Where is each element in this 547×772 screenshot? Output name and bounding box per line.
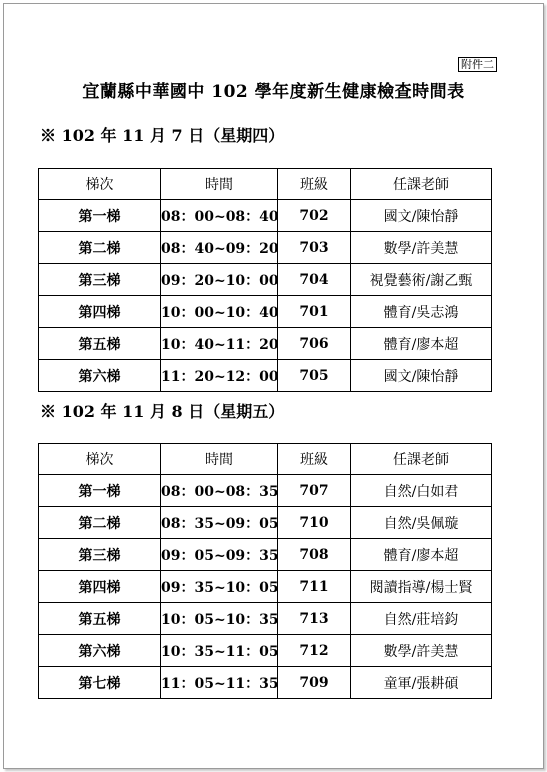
class-cell: 705 xyxy=(278,360,351,392)
time-cell: 10：00~10：40 xyxy=(161,296,278,328)
batch-cell: 第六梯 xyxy=(39,635,161,667)
teacher-cell: 自然/白如君 xyxy=(351,475,492,507)
time-cell: 08：00~08：35 xyxy=(161,475,278,507)
col-header-teacher: 任課老師 xyxy=(351,169,492,200)
table-row xyxy=(39,360,492,392)
class-cell: 706 xyxy=(278,328,351,360)
batch-cell: 第三梯 xyxy=(39,539,161,571)
time-cell: 08：00~08：40 xyxy=(161,200,278,232)
time-cell: 09：05~09：35 xyxy=(161,539,278,571)
attachment-label: 附件二 xyxy=(458,57,497,72)
class-cell: 701 xyxy=(278,296,351,328)
batch-cell: 第四梯 xyxy=(39,296,161,328)
class-cell: 704 xyxy=(278,264,351,296)
batch-cell: 第二梯 xyxy=(39,232,161,264)
time-cell: 10：35~11：05 xyxy=(161,635,278,667)
batch-cell: 第六梯 xyxy=(39,360,161,392)
col-header-batch: 梯次 xyxy=(39,444,161,475)
table-header-row xyxy=(39,169,492,200)
batch-cell: 第七梯 xyxy=(39,667,161,699)
class-cell: 709 xyxy=(278,667,351,699)
time-cell: 08：35~09：05 xyxy=(161,507,278,539)
table-row xyxy=(39,603,492,635)
batch-cell: 第二梯 xyxy=(39,507,161,539)
schedule-table-day2 xyxy=(38,443,492,699)
time-cell: 08：40~09：20 xyxy=(161,232,278,264)
col-header-class: 班級 xyxy=(278,444,351,475)
time-cell: 09：35~10：05 xyxy=(161,571,278,603)
table-row xyxy=(39,200,492,232)
teacher-cell: 數學/許美慧 xyxy=(351,635,492,667)
table-row xyxy=(39,571,492,603)
batch-cell: 第一梯 xyxy=(39,475,161,507)
time-cell: 10：40~11：20 xyxy=(161,328,278,360)
col-header-time: 時間 xyxy=(161,169,278,200)
teacher-cell: 自然/莊培鈞 xyxy=(351,603,492,635)
teacher-cell: 體育/廖本超 xyxy=(351,328,492,360)
time-cell: 09：20~10：00 xyxy=(161,264,278,296)
teacher-cell: 國文/陳怡靜 xyxy=(351,360,492,392)
time-cell: 11：05~11：35 xyxy=(161,667,278,699)
time-cell: 11：20~12：00 xyxy=(161,360,278,392)
class-cell: 711 xyxy=(278,571,351,603)
table-row xyxy=(39,539,492,571)
batch-cell: 第五梯 xyxy=(39,328,161,360)
col-header-teacher: 任課老師 xyxy=(351,444,492,475)
teacher-cell: 國文/陳怡靜 xyxy=(351,200,492,232)
col-header-batch: 梯次 xyxy=(39,169,161,200)
table-row xyxy=(39,667,492,699)
batch-cell: 第一梯 xyxy=(39,200,161,232)
date-heading-day1: ※ 102 年 11 月 7 日（星期四） xyxy=(40,126,285,145)
table-row xyxy=(39,328,492,360)
table-row xyxy=(39,232,492,264)
col-header-time: 時間 xyxy=(161,444,278,475)
table-row xyxy=(39,635,492,667)
batch-cell: 第四梯 xyxy=(39,571,161,603)
teacher-cell: 視覺藝術/謝乙甄 xyxy=(351,264,492,296)
teacher-cell: 數學/許美慧 xyxy=(351,232,492,264)
schedule-table-day1 xyxy=(38,168,492,392)
class-cell: 708 xyxy=(278,539,351,571)
class-cell: 702 xyxy=(278,200,351,232)
col-header-class: 班級 xyxy=(278,169,351,200)
class-cell: 710 xyxy=(278,507,351,539)
teacher-cell: 體育/廖本超 xyxy=(351,539,492,571)
batch-cell: 第五梯 xyxy=(39,603,161,635)
table-row xyxy=(39,264,492,296)
teacher-cell: 童軍/張耕碩 xyxy=(351,667,492,699)
date-heading-day2: ※ 102 年 11 月 8 日（星期五） xyxy=(40,402,285,421)
table-header-row xyxy=(39,444,492,475)
teacher-cell: 閱讀指導/楊士賢 xyxy=(351,571,492,603)
class-cell: 712 xyxy=(278,635,351,667)
table-row xyxy=(39,507,492,539)
time-cell: 10：05~10：35 xyxy=(161,603,278,635)
class-cell: 703 xyxy=(278,232,351,264)
table-row xyxy=(39,296,492,328)
class-cell: 707 xyxy=(278,475,351,507)
document-title: 宜蘭縣中華國中 102 學年度新生健康檢查時間表 xyxy=(82,82,465,102)
teacher-cell: 自然/吳佩璇 xyxy=(351,507,492,539)
class-cell: 713 xyxy=(278,603,351,635)
batch-cell: 第三梯 xyxy=(39,264,161,296)
teacher-cell: 體育/吳志鴻 xyxy=(351,296,492,328)
table-row xyxy=(39,475,492,507)
